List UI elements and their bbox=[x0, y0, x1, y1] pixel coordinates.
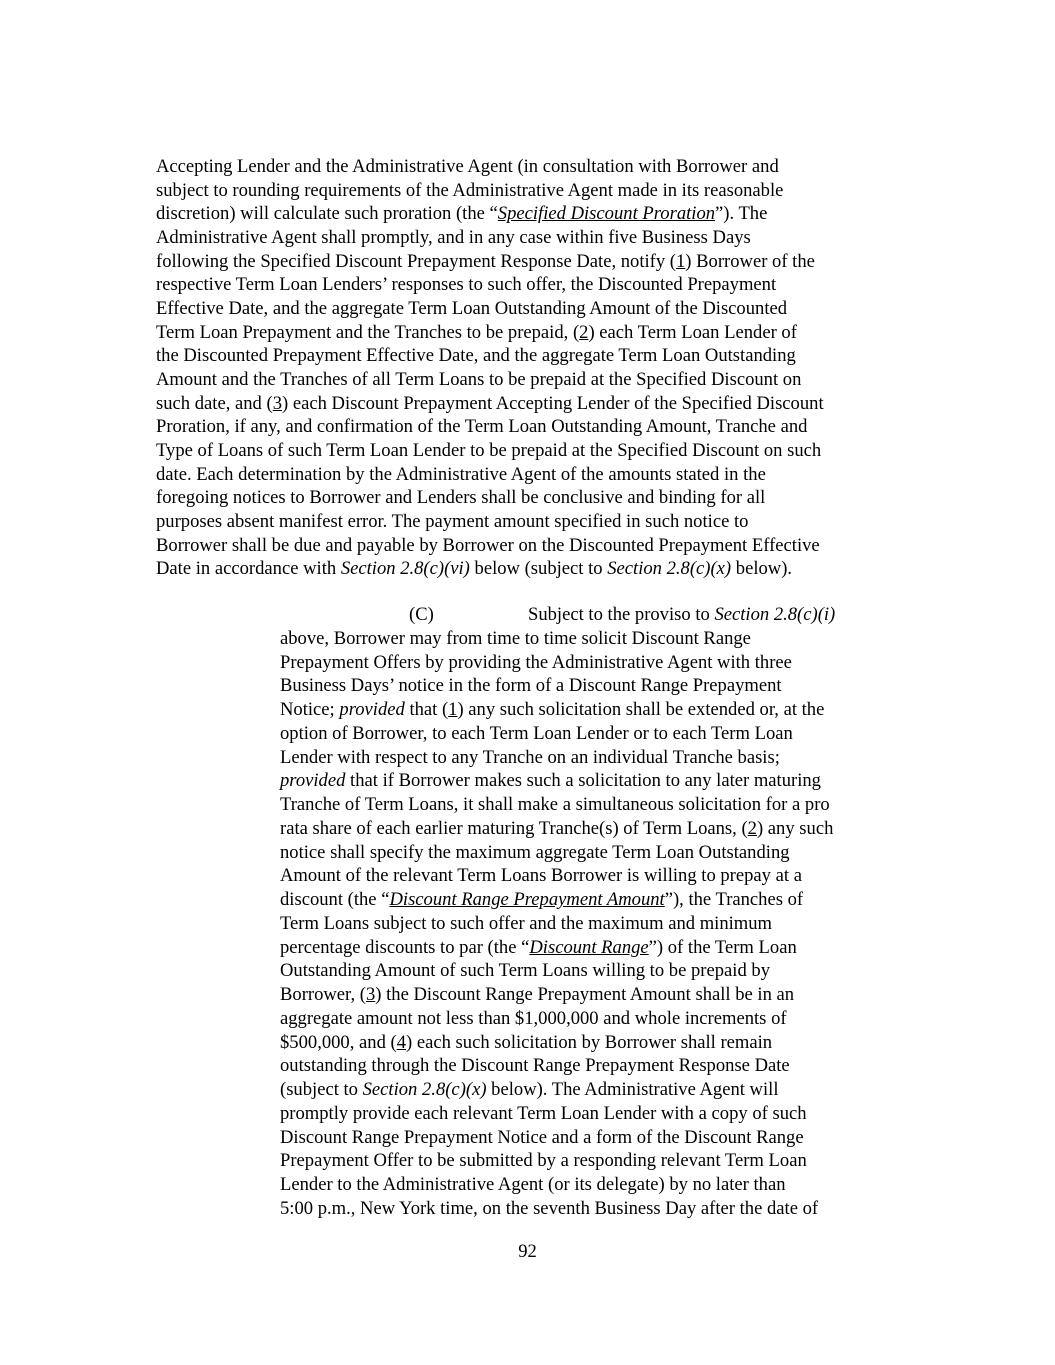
text-run: rata share of each earlier maturing Tranche(s) of Term Loans, ( bbox=[280, 817, 748, 839]
text-line: option of Borrower, to each Term Loan Lender or to each Term Loan bbox=[280, 722, 793, 744]
clause-number: 1 bbox=[448, 699, 458, 720]
text-line: Business Days’ notice in the form of a Discount Range Prepayment bbox=[280, 675, 782, 697]
text-run: ) each Term Loan Lender of bbox=[588, 321, 797, 343]
text-line: Discount Range Prepayment Notice and a form of the Discount Range bbox=[280, 1126, 804, 1148]
text-line: Borrower shall be due and payable by Borrower on the Discounted Prepayment Effective bbox=[156, 534, 820, 556]
text-line: Outstanding Amount of such Term Loans willing to be prepaid by bbox=[280, 960, 770, 982]
text-run: below (subject to bbox=[469, 558, 608, 580]
text-line: subject to rounding requirements of the Administrative Agent made in its reasonable bbox=[156, 179, 784, 201]
text-run: that ( bbox=[404, 699, 449, 720]
text-line bbox=[156, 321, 904, 345]
text-line bbox=[280, 769, 905, 793]
text-run: ”). The bbox=[715, 203, 768, 225]
text-run bbox=[528, 603, 835, 627]
text-line: Prepayment Offers by providing the Administrative Agent with three bbox=[280, 651, 792, 673]
text-run: ) any such solicitation shall be extended or, at the bbox=[457, 699, 825, 720]
defined-term: Discount Range Prepayment Amount bbox=[389, 889, 665, 910]
text-run: following the Specified Discount Prepayment Response Date, notify ( bbox=[156, 250, 676, 272]
text-run: ) each Discount Prepayment Accepting Lender of the Specified Discount bbox=[281, 392, 824, 414]
text-run: ) Borrower of the bbox=[685, 250, 815, 272]
text-run: Notice; bbox=[280, 699, 340, 720]
text-line: respective Term Loan Lenders’ responses to such offer, the Discounted Prepayment bbox=[156, 274, 777, 296]
clause-number: 1 bbox=[676, 250, 686, 272]
text-run: Date in accordance with bbox=[156, 558, 341, 580]
text-run: ) the Discount Range Prepayment Amount shall be in an bbox=[375, 984, 795, 1005]
text-run: ) each such solicitation by Borrower shall remain bbox=[406, 1031, 773, 1053]
text-line: Prepayment Offer to be submitted by a responding relevant Term Loan bbox=[280, 1150, 807, 1172]
clause-number: 3 bbox=[366, 984, 376, 1005]
proviso-word: provided bbox=[280, 770, 346, 792]
text-run: Subject to the proviso to bbox=[528, 604, 715, 625]
text-run: such date, and ( bbox=[156, 392, 273, 414]
text-line: Lender to the Administrative Agent (or its delegate) by no later than bbox=[280, 1174, 786, 1195]
text-run: below). The Administrative Agent will bbox=[486, 1079, 779, 1100]
text-line: Tranche of Term Loans, it shall make a simultaneous solicitation for a pro bbox=[280, 794, 830, 815]
text-run: discount (the “ bbox=[280, 889, 390, 910]
text-line: foregoing notices to Borrower and Lenders shall be conclusive and binding for all bbox=[156, 487, 766, 509]
text-line: Accepting Lender and the Administrative Agent (in consultation with Borrower and bbox=[156, 156, 779, 177]
text-run: percentage discounts to par (the “ bbox=[280, 936, 530, 958]
clause-number: 2 bbox=[747, 817, 757, 839]
clause-number: 4 bbox=[396, 1031, 407, 1053]
proviso-word: provided bbox=[339, 699, 405, 720]
subsection-c bbox=[280, 603, 905, 1221]
text-line: Term Loans subject to such offer and the maximum and minimum bbox=[280, 912, 773, 934]
text-run: below). bbox=[731, 558, 793, 580]
text-line bbox=[280, 1078, 905, 1102]
text-line: Administrative Agent shall promptly, and in any case within five Business Days bbox=[156, 226, 751, 248]
section-reference: Section 2.8(c)(vi) bbox=[340, 558, 470, 580]
text-line bbox=[156, 202, 904, 226]
text-run: discretion) will calculate such proration (the “ bbox=[156, 203, 498, 225]
text-run: $500,000, and ( bbox=[280, 1031, 397, 1053]
text-line: Amount of the relevant Term Loans Borrower is willing to prepay at a bbox=[280, 865, 802, 887]
section-reference: Section 2.8(c)(x) bbox=[362, 1079, 487, 1100]
text-run: ”), the Tranches of bbox=[664, 889, 804, 910]
text-run: (subject to bbox=[280, 1079, 363, 1100]
defined-term: Discount Range bbox=[529, 936, 649, 958]
text-line bbox=[156, 250, 904, 274]
text-line: promptly provide each relevant Term Loan Lender with a copy of such bbox=[280, 1102, 807, 1124]
text-run: that if Borrower makes such a solicitation to any later maturing bbox=[345, 770, 821, 792]
text-line: Lender with respect to any Tranche on an individual Tranche basis; bbox=[280, 746, 780, 768]
subsection-label: (C) bbox=[409, 604, 434, 625]
text-line: Amount and the Tranches of all Term Loans to be prepaid at the Specified Discount on bbox=[156, 368, 802, 390]
page-number: 92 bbox=[518, 1241, 537, 1262]
text-line: the Discounted Prepayment Effective Date, and the aggregate Term Loan Outstanding bbox=[156, 345, 796, 367]
text-line: Proration, if any, and confirmation of the Term Loan Outstanding Amount, Tranche and bbox=[156, 416, 808, 438]
text-line bbox=[280, 817, 905, 841]
text-line bbox=[156, 557, 904, 581]
text-line: Effective Date, and the aggregate Term Loan Outstanding Amount of the Discounted bbox=[156, 297, 788, 319]
text-line: Type of Loans of such Term Loan Lender to be prepaid at the Specified Discount on such bbox=[156, 439, 822, 461]
text-line: aggregate amount not less than $1,000,000 and whole increments of bbox=[280, 1007, 787, 1029]
text-run: Borrower, ( bbox=[280, 984, 366, 1005]
clause-number: 2 bbox=[579, 321, 589, 343]
clause-number: 3 bbox=[272, 392, 282, 414]
text-line: outstanding through the Discount Range Prepayment Response Date bbox=[280, 1055, 790, 1077]
text-line bbox=[280, 936, 905, 960]
text-line: date. Each determination by the Administrative Agent of the amounts stated in the bbox=[156, 463, 766, 485]
text-run: ) any such bbox=[756, 817, 834, 839]
text-line bbox=[280, 603, 905, 627]
text-line bbox=[280, 1031, 905, 1055]
paragraph-continuation bbox=[156, 155, 904, 581]
text-line bbox=[280, 698, 905, 722]
text-run: Term Loan Prepayment and the Tranches to be prepaid, ( bbox=[156, 321, 580, 343]
text-run: ”) of the Term Loan bbox=[648, 936, 797, 958]
text-line: above, Borrower may from time to time solicit Discount Range bbox=[280, 627, 751, 649]
text-line: notice shall specify the maximum aggregate Term Loan Outstanding bbox=[280, 841, 790, 863]
text-line bbox=[156, 392, 904, 416]
section-reference: Section 2.8(c)(i) bbox=[714, 604, 836, 625]
section-reference: Section 2.8(c)(x) bbox=[607, 558, 732, 580]
text-line bbox=[280, 888, 905, 912]
text-line bbox=[280, 983, 905, 1007]
text-line: purposes absent manifest error. The payment amount specified in such notice to bbox=[156, 510, 749, 532]
text-line: 5:00 p.m., New York time, on the seventh Business Day after the date of bbox=[280, 1197, 819, 1219]
defined-term: Specified Discount Proration bbox=[497, 203, 716, 225]
